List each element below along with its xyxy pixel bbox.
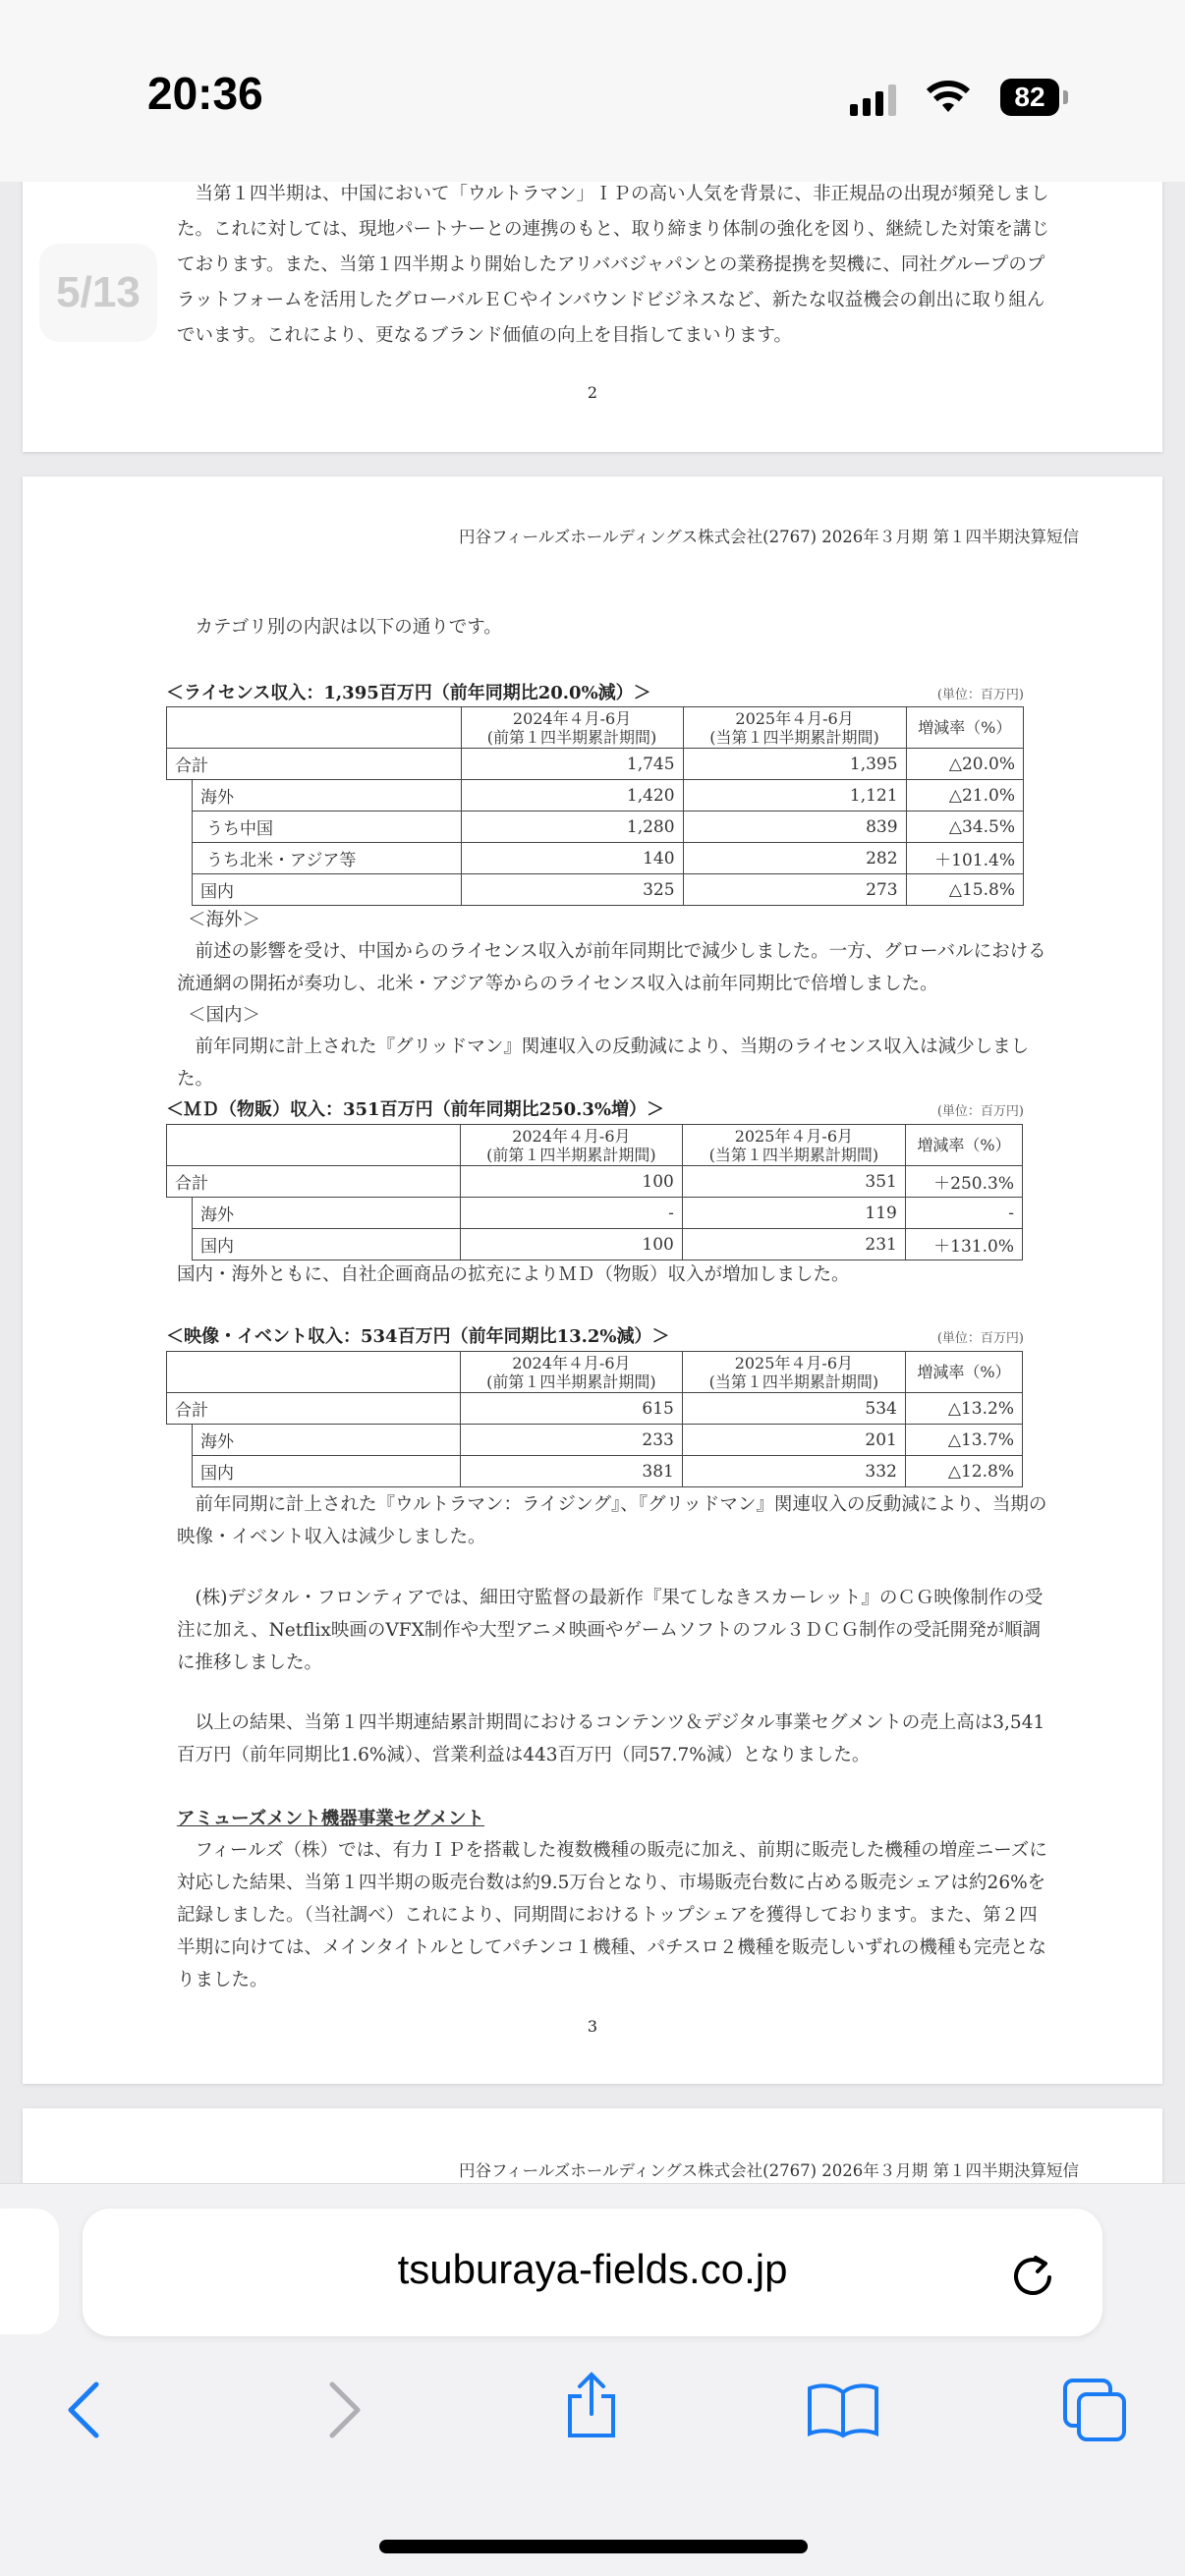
table-row — [167, 1198, 1023, 1229]
col-header: 2024年４月-6月 (前第１四半期累計期間) — [460, 1352, 682, 1393]
table-cell: 233 — [460, 1425, 682, 1456]
subheading: ＜国内＞ — [188, 1005, 261, 1026]
table-cell: 119 — [682, 1198, 905, 1229]
col-header: 2024年４月-6月 (前第１四半期累計期間) — [461, 707, 683, 749]
table-cell: △20.0% — [906, 749, 1023, 780]
paragraph: フィールズ（株）では、有力ＩＰを搭載した複数機種の販売に加え、前期に販売した機種の増産ニーズに対応した結果、当第１四半期の販売台数は約9.5万台となり、市場販売台数に占める販売シェアは約26%を記録しました。（当社調べ）これにより、同期間におけるトップシェアを獲得しております。また、第２四半期に向けては、メインタイトルとしてパチンコ１機種、パチスロ２機種を販売しいずれの機種も完売となりました。 — [177, 1840, 1047, 1990]
paragraph: 国内・海外ともに、自社企画商品の拡充によりＭＤ（物販）収入が増加しました。 — [177, 1264, 850, 1285]
table-cell — [167, 780, 193, 906]
table-row — [167, 843, 1024, 874]
md-title — [166, 1095, 1024, 1121]
paragraph: 前述の影響を受け、中国からのライセンス収入が前年同期比で減少しました。一方、グローバルにおける流通網の開拓が奏功し、北米・アジア等からのライセンス収入は前年同期比で倍増しました。 — [177, 941, 1046, 994]
section-title: ＜ＭＤ（物販）収入：351百万円（前年同期比250.3%増）＞ — [166, 1099, 665, 1120]
table-row — [167, 1166, 1023, 1198]
table-cell: 839 — [683, 812, 906, 843]
table-row — [167, 1229, 1023, 1260]
subheading: ＜海外＞ — [188, 910, 261, 930]
table-cell: △13.7% — [905, 1425, 1022, 1456]
browser-toolbar — [0, 2183, 1185, 2576]
table-cell: ＋250.3% — [905, 1166, 1022, 1198]
page-header: 円谷フィールズホールディングス株式会社(2767) 2026年３月期 第１四半期決算短信 — [458, 2161, 1079, 2180]
page-number: 2 — [587, 383, 598, 402]
table-cell — [167, 1198, 193, 1260]
table-cell: 381 — [460, 1456, 682, 1487]
table-cell: △13.2% — [905, 1393, 1022, 1425]
paragraph: (株)デジタル・フロンティアでは、細田守監督の最新作『果てしなきスカーレット』のＣＧ映像制作の受注に加え、Netflix映画のVFX制作や大型アニメ映画やゲームソフトのフル３ＤＣＧ制作の受託開発が順調に推移しました。 — [177, 1588, 1044, 1673]
share-icon[interactable] — [562, 2371, 621, 2439]
table-cell: 100 — [460, 1166, 682, 1198]
table-cell: 1,420 — [461, 780, 683, 812]
page-header: 円谷フィールズホールディングス株式会社(2767) 2026年３月期 第１四半期決算短信 — [458, 528, 1079, 546]
table-cell: - — [905, 1198, 1022, 1229]
table-cell: ＋131.0% — [905, 1229, 1022, 1260]
table-cell: 合計 — [167, 749, 462, 780]
license-table — [166, 706, 1024, 906]
table-cell: 国内 — [193, 1456, 461, 1487]
table-cell: △15.8% — [906, 874, 1023, 906]
col-header: 2025年４月-6月 (当第１四半期累計期間) — [682, 1125, 905, 1166]
page-indicator: 5/13 — [39, 244, 157, 342]
table-row — [167, 874, 1024, 906]
table-row — [167, 749, 1024, 780]
paragraph: 当第１四半期は、中国において「ウルトラマン」ＩＰの高い人気を背景に、非正規品の出現が頻発しました。これに対しては、現地パートナーとの連携のもと、取り締まり体制の強化を図り、継続した対策を講じております。また、当第１四半期より開始したアリババジャパンとの業務提携を契機に、同社グループのプラットフォームを活用したグローバルＥＣやインバウンドビジネスなど、新たな収益機会の創出に取り組んでいます。これにより、更なるブランド価値の向上を目指してまいります。 — [177, 184, 1050, 346]
wifi-icon — [926, 79, 971, 114]
table-cell: 1,745 — [461, 749, 683, 780]
section-title: ＜映像・イベント収入：534百万円（前年同期比13.2%減）＞ — [166, 1326, 670, 1347]
table-cell: 海外 — [193, 1425, 461, 1456]
table-cell — [167, 1425, 193, 1487]
reload-icon[interactable] — [1010, 2252, 1055, 2299]
page-number: 3 — [587, 2017, 598, 2036]
signal-icon — [850, 83, 896, 116]
table-cell: 615 — [460, 1393, 682, 1425]
table-cell: 273 — [683, 874, 906, 906]
table-row — [167, 1425, 1023, 1456]
unit-label: (単位：百万円) — [936, 1104, 1024, 1119]
col-header: 2025年４月-6月 (当第１四半期累計期間) — [682, 1352, 905, 1393]
intro-text: カテゴリ別の内訳は以下の通りです。 — [195, 617, 502, 638]
table-cell: - — [460, 1198, 682, 1229]
table-cell: 国内 — [193, 1229, 461, 1260]
bookmarks-icon[interactable] — [806, 2380, 880, 2439]
url-text: tsuburaya-fields.co.jp — [397, 2246, 788, 2292]
table-cell: うち中国 — [193, 812, 462, 843]
unit-label: (単位：百万円) — [936, 1331, 1024, 1346]
table-cell: 1,280 — [461, 812, 683, 843]
paragraph: 前年同期に計上された『ウルトラマン：ライジング』、『グリッドマン』関連収入の反動減により、当期の映像・イベント収入は減少しました。 — [177, 1494, 1047, 1547]
section-title: ＜ライセンス収入：1,395百万円（前年同期比20.0%減）＞ — [166, 683, 651, 703]
table-row — [167, 812, 1024, 843]
col-header: 2025年４月-6月 (当第１四半期累計期間) — [683, 707, 906, 749]
col-header: 増減率（%） — [906, 707, 1023, 749]
video-title — [166, 1322, 1024, 1348]
license-title — [166, 679, 1024, 704]
table-cell: 1,121 — [683, 780, 906, 812]
back-icon[interactable] — [65, 2380, 104, 2439]
table-cell: 282 — [683, 843, 906, 874]
col-header: 増減率（%） — [905, 1125, 1022, 1166]
table-cell: 合計 — [167, 1166, 461, 1198]
table-cell: 201 — [682, 1425, 905, 1456]
table-cell: 1,395 — [683, 749, 906, 780]
previous-tab-preview[interactable] — [0, 2209, 59, 2334]
unit-label: (単位：百万円) — [936, 688, 1024, 702]
paragraph: 前年同期に計上された『グリッドマン』関連収入の反動減により、当期のライセンス収入は減少しました。 — [177, 1036, 1030, 1090]
col-header: 増減率（%） — [905, 1352, 1022, 1393]
address-bar[interactable] — [83, 2209, 1102, 2336]
table-cell: 国内 — [193, 874, 462, 906]
pdf-page-3 — [23, 476, 1162, 2084]
md-table — [166, 1124, 1023, 1260]
table-cell: ＋101.4% — [906, 843, 1023, 874]
battery-cap-icon — [1063, 90, 1068, 104]
table-cell: うち北米・アジア等 — [193, 843, 462, 874]
battery-indicator: 82 — [1000, 79, 1059, 116]
table-cell: 351 — [682, 1166, 905, 1198]
table-cell: △34.5% — [906, 812, 1023, 843]
table-cell: △12.8% — [905, 1456, 1022, 1487]
col-header: 2024年４月-6月 (前第１四半期累計期間) — [460, 1125, 682, 1166]
table-cell: △21.0% — [906, 780, 1023, 812]
table-cell: 合計 — [167, 1393, 461, 1425]
home-indicator — [379, 2540, 808, 2553]
table-cell: 231 — [682, 1229, 905, 1260]
status-bar — [0, 0, 1185, 182]
table-cell: 325 — [461, 874, 683, 906]
table-cell: 海外 — [193, 780, 462, 812]
video-table — [166, 1351, 1023, 1487]
table-row — [167, 1393, 1023, 1425]
clock: 20:36 — [147, 68, 263, 119]
tabs-icon[interactable] — [1061, 2377, 1130, 2445]
table-cell: 332 — [682, 1456, 905, 1487]
table-cell: 海外 — [193, 1198, 461, 1229]
table-cell: 140 — [461, 843, 683, 874]
table-row — [167, 1456, 1023, 1487]
table-row — [167, 780, 1024, 812]
table-cell: 534 — [682, 1393, 905, 1425]
section-heading: アミューズメント機器事業セグメント — [177, 1809, 485, 1829]
paragraph: 以上の結果、当第１四半期連結累計期間におけるコンテンツ＆デジタル事業セグメントの売上高は3,541百万円（前年同期比1.6%減）、営業利益は443百万円（同57.7%減）となりました。 — [177, 1712, 1045, 1765]
table-cell: 100 — [460, 1229, 682, 1260]
forward-icon[interactable] — [324, 2380, 364, 2439]
